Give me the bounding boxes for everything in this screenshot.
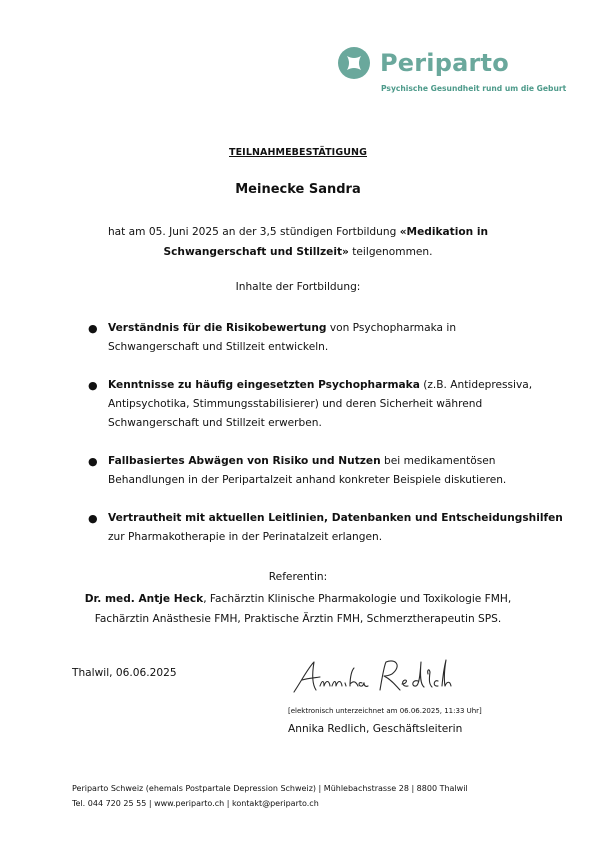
list-item [88,509,563,547]
referent-details [0,590,596,629]
document-heading: TEILNAHMEBESTÄTIGUNG [229,147,367,158]
bullet-icon: ● [88,322,98,335]
signature-note: [elektronisch unterzeichnet am 06.06.2025, 11:33 Uhr] [288,707,482,715]
topic-text: (z.B. Antidepressiva, [419,379,533,391]
brand-name: Periparto [380,49,509,77]
topic-bold: Kenntnisse zu häufig eingesetzten Psychopharmaka [108,379,420,391]
intro-text-2: teilgenommen. [348,246,433,258]
topic-text: von Psychopharmaka in [326,322,457,334]
referent-qualification: Fachärztin Anästhesie FMH, Praktische Ärztin FMH, Schmerztherapeutin SPS. [94,612,502,625]
participant-name: Meinecke Sandra [235,182,361,197]
topic-bold: Vertrautheit mit aktuellen Leitlinien, Datenbanken und Entscheidungshilfen [108,512,563,524]
topic-text: Schwangerschaft und Stillzeit entwickeln. [108,341,329,354]
bullet-icon: ● [88,455,98,468]
referent-name: Dr. med. Antje Heck [84,593,204,605]
topic-text: Antipsychotika, Stimmungsstabilisierer) und deren Sicherheit während [108,398,483,411]
topics-title: Inhalte der Fortbildung: [235,281,361,293]
topic-text: zur Pharmakotherapie in der Perinatalzeit erlangen. [108,531,383,544]
footer [72,781,468,811]
referent-qualification: , Fachärztin Klinische Pharmakologie und Toxikologie FMH, [203,593,512,605]
footer-contact: Tel. 044 720 25 55 | www.periparto.ch | kontakt@periparto.ch [72,799,319,808]
list-item [88,452,506,490]
intro-text-1: hat am 05. Juni 2025 an der 3,5 stündigen Fortbildung [107,226,400,238]
course-title-1: «Medikation in [399,226,489,238]
topic-text: bei medikamentösen [380,455,496,467]
referent-title: Referentin: [268,571,328,583]
confirmation-text [0,222,596,262]
topic-bold: Verständnis für die Risikobewertung [108,322,327,334]
periparto-logo-icon [338,47,370,79]
footer-address: Periparto Schweiz (ehemals Postpartale Depression Schweiz) | Mühlebachstrasse 28 | 8800 Thalwil [72,784,468,793]
list-item [88,376,532,434]
brand-tagline: Psychische Gesundheit rund um die Geburt [381,84,567,93]
bullet-icon: ● [88,379,98,392]
topic-bold: Fallbasiertes Abwägen von Risiko und Nutzen [108,455,381,467]
course-title-2: Schwangerschaft und Stillzeit» [163,246,349,258]
topic-text: Schwangerschaft und Stillzeit erwerben. [108,417,322,430]
signer-name: Annika Redlich, Geschäftsleiterin [288,723,463,735]
handwritten-signature [288,650,458,700]
periparto-logo [338,47,578,99]
bullet-icon: ● [88,512,98,525]
topic-text: Behandlungen in der Peripartalzeit anhand konkreter Beispiele diskutieren. [108,474,507,487]
list-item [88,319,456,357]
place-date: Thalwil, 06.06.2025 [72,667,177,679]
